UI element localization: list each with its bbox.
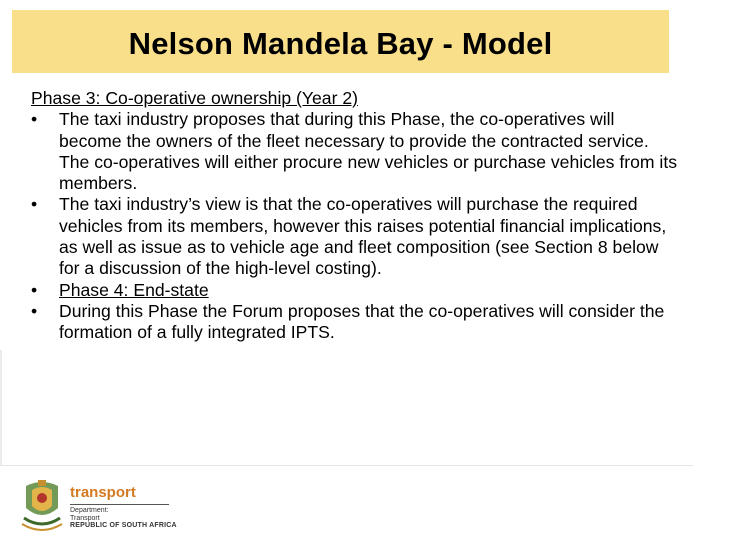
bullet-item-2	[31, 194, 681, 279]
bullet-text-2: The taxi industry’s view is that the co-operatives will purchase the required vehicles from its members, however this raises potential financial implications, as well as issue as to vehicle age and fleet composition (see Section 8 below for a discussion of the high-level costing).	[59, 194, 667, 279]
slide-title: Nelson Mandela Bay - Model	[128, 25, 553, 61]
dept-line-2: Transport	[70, 515, 100, 522]
logo-rule	[70, 504, 169, 505]
bullet-glyph: •	[31, 109, 38, 130]
slide-body	[31, 88, 681, 344]
bullet-item-4	[31, 301, 681, 344]
bullet-glyph: •	[31, 279, 38, 300]
left-edge-strip	[0, 350, 2, 465]
bullet-glyph: •	[31, 194, 38, 215]
bullet-item-3	[31, 280, 681, 301]
bullet-text-1: The taxi industry proposes that during this Phase, the co-operatives will become the owners of the fleet necessary to provide the contracted service. The co-operatives will either procure new vehicles or purchase vehicles from its members.	[59, 109, 677, 194]
title-banner	[12, 10, 669, 73]
footer-divider	[0, 465, 693, 466]
dept-line-3: REPUBLIC OF SOUTH AFRICA	[70, 522, 177, 529]
dept-line-1: Department:	[70, 507, 109, 514]
bullet-item-1	[31, 109, 681, 194]
transport-logo-word: transport	[70, 484, 136, 501]
phase4-heading: Phase 4: End-state	[59, 279, 209, 300]
bullet-text-4: During this Phase the Forum proposes that the co-operatives will consider the formation of a fully integrated IPTS.	[59, 300, 665, 343]
phase3-heading: Phase 3: Co-operative ownership (Year 2)	[31, 88, 358, 108]
bullet-list	[31, 109, 681, 343]
bullet-glyph: •	[31, 300, 38, 321]
